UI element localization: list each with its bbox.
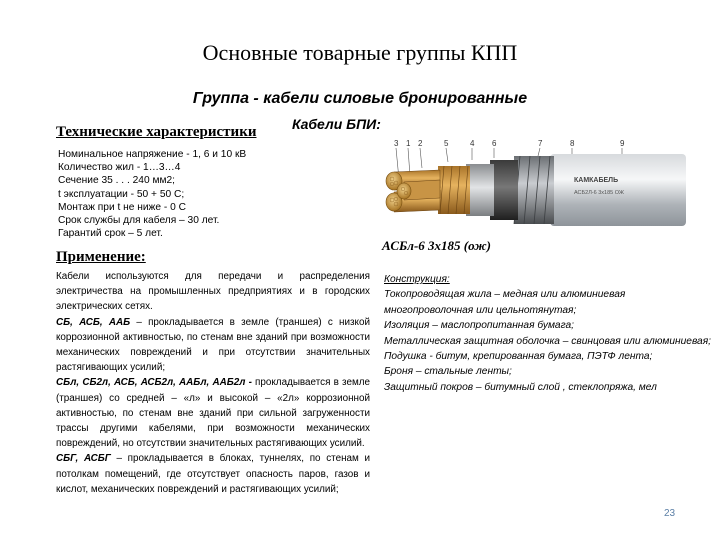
layer-number: 8 xyxy=(570,139,575,148)
layer-number: 5 xyxy=(444,139,449,148)
spec-item: Сечение 35 . . . 240 мм2; xyxy=(58,175,175,187)
spec-item: Номинальное напряжение - 1, 6 и 10 кВ xyxy=(58,149,247,160)
sheath-marking: КАМКАБЕЛЬ xyxy=(574,177,619,184)
application-heading: Применение: xyxy=(56,249,146,265)
layer-number: 4 xyxy=(470,139,475,148)
cable-type-label: СБГ, АСБГ xyxy=(56,453,111,465)
belt-insulation-layer xyxy=(438,166,470,214)
bitumen-cushion-layer xyxy=(490,160,518,220)
construction-heading: Конструкция: xyxy=(384,274,450,285)
group-title: Группа - кабели силовые бронированные xyxy=(192,90,528,107)
layer-number: 3 xyxy=(394,139,399,148)
construction-text xyxy=(384,272,714,395)
cable-type-label: СБл, СБ2л, АСБ, АСБ2л, ААБл, ААБ2л - xyxy=(56,377,252,389)
spec-item: t эксплуатации - 50 + 50 С; xyxy=(58,188,185,200)
application-paragraph: – прокладывается в блоках, туннелях, по стенам и потолкам помещений, где отсутствует опасность паров, газов и кислот, механических повреждений и растягивающих усилий; xyxy=(56,453,371,495)
construction-item: Изоляция – маслопропитанная бумага; xyxy=(384,320,575,332)
layer-number: 6 xyxy=(492,139,497,148)
spec-item: Срок службы для кабеля – 30 лет. xyxy=(58,215,220,227)
page-number: 23 xyxy=(664,508,676,519)
layer-number: 7 xyxy=(538,139,543,148)
cable-cross-section-figure xyxy=(374,132,686,236)
slide-title: Основные товарные группы КПП xyxy=(202,40,518,65)
cable-type-label: СБ, АСБ, ААБ xyxy=(56,316,131,328)
construction-item: Металлическая защитная оболочка – свинцовая или алюминиевая; xyxy=(384,335,711,347)
layer-number: 9 xyxy=(620,139,625,148)
armor-tape-layer xyxy=(514,156,554,224)
spec-item: Количество жил - 1…3…4 xyxy=(58,162,181,174)
construction-item: Защитный покров – битумный слой , стеклопряжа, мел xyxy=(384,381,657,393)
construction-item: Токопроводящая жила – медная или алюминиевая многопроволочная или цельнотянутая; xyxy=(384,289,626,316)
application-text xyxy=(56,269,370,497)
spec-item: Монтаж при t не ниже - 0 С xyxy=(58,201,186,213)
spec-list xyxy=(58,148,358,240)
sheath-marking: АСБ2Л-6 3х185 ОЖ xyxy=(574,190,624,196)
lead-sheath-layer xyxy=(466,164,494,216)
tech-specs-heading: Технические характеристики xyxy=(56,124,257,140)
layer-number: 1 xyxy=(406,139,411,148)
bpi-heading: Кабели БПИ: xyxy=(292,116,381,132)
spec-item: Гарантий срок – 5 лет. xyxy=(58,228,163,240)
layer-number: 2 xyxy=(418,139,423,148)
construction-item: Броня – стальные ленты; xyxy=(384,366,512,378)
construction-item: Подушка - битум, крепированная бумага, ПЭТФ лента; xyxy=(384,351,653,363)
application-paragraph: прокладывается в земле (траншея) со средней – «л» и высокой – «2л» коррозионной активностью, по стенам вне зданий при сильной загруженности трассы другими кабелями, при возможности механических повреждений, но отсутствии значительных растягивающих усилий. xyxy=(56,377,370,450)
application-paragraph: Кабели используются для передачи и распределения электричества на промышленных предприятиях и в городских электрических сетях. xyxy=(56,271,370,313)
application-paragraph: – прокладывается в земле (траншея) с низкой коррозионной активностью, по стенам вне зданий при возможности механических повреждений и при отсутствии значительных растягивающих усилий; xyxy=(56,316,370,374)
cable-caption: АСБл-6 3х185 (ож) xyxy=(382,238,491,253)
